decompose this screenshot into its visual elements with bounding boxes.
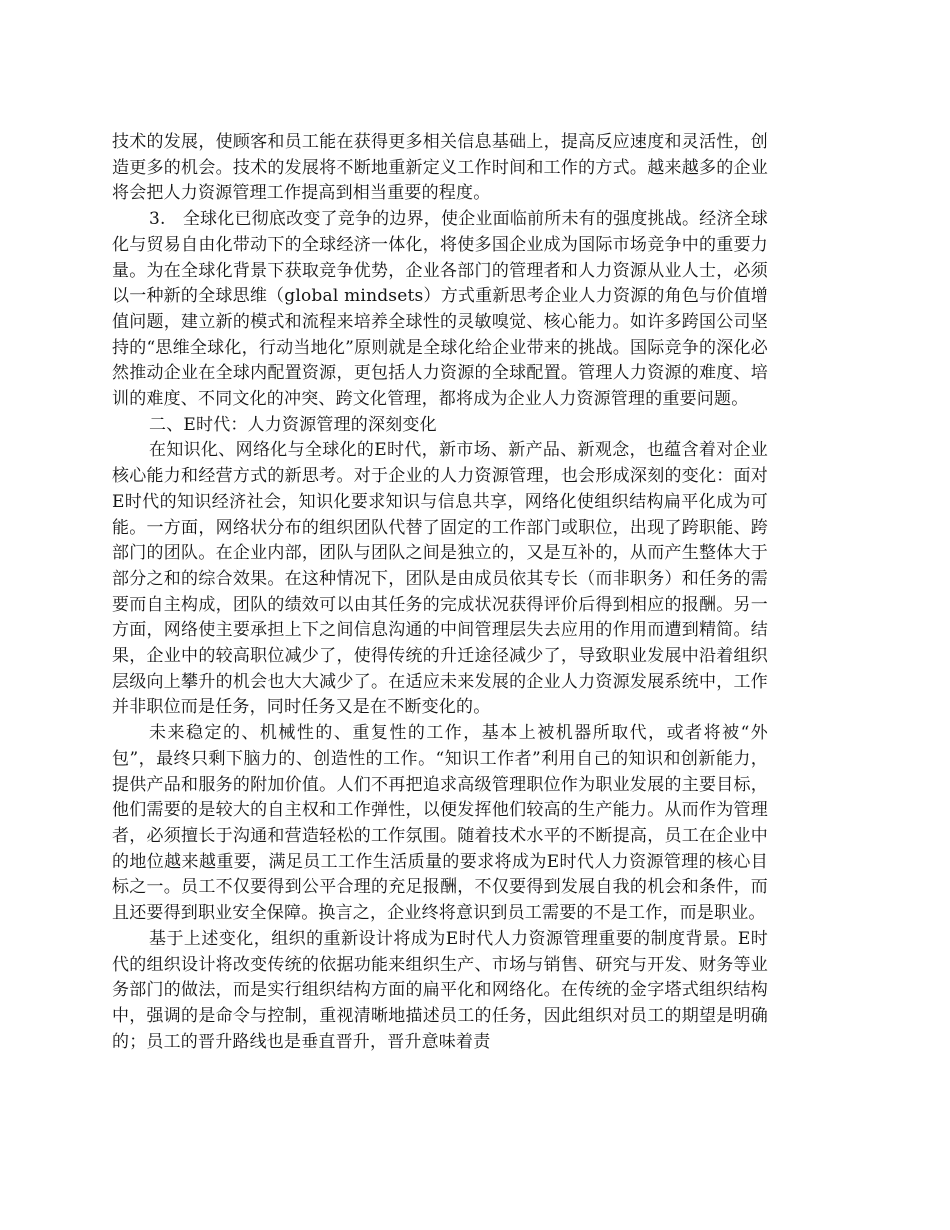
paragraph-globalization-challenge: 3. 全球化已彻底改变了竞争的边界，使企业面临前所未有的强度挑战。经济全球化与贸易自由化带动下的全球经济一体化，将使多国企业成为国际市场竞争中的重要力量。为在全球化背景下获取竞争优势，企业各部门的管理者和人力资源从业人士，必须以一种新的全球思维（global mindsets）方式重新思考企业人力资源的角色与价值增值问题，建立新的模式和流程来培养全球性的灵敏嗅觉、核心能力。如许多跨国公司坚持的“思维全球化，行动当地化”原则就是全球化给企业带来的挑战。国际竞争的深化必然推动企业在全球内配置资源，更包括人力资源的全球配置。管理人力资源的难度、培训的难度、不同文化的冲突、跨文化管理，都将成为企业人力资源管理的重要问题。 (112, 209, 768, 410)
document-body (112, 130, 768, 1055)
paragraph-knowledge-workers: 未来稳定的、机械性的、重复性的工作，基本上被机器所取代，或者将被“外包”，最终只剩下脑力的、创造性的工作。“知识工作者”利用自己的知识和创新能力，提供产品和服务的附加价值。人们不再把追求高级管理职位作为职业发展的主要目标，他们需要的是较大的自主权和工作弹性，以便发挥他们较高的生产能力。从而作为管理者，必须擅长于沟通和营造轻松的工作氛围。随着技术水平的不断提高，员工在企业中的地位越来越重要，满足员工工作生活质量的要求将成为E时代人力资源管理的核心目标之一。员工不仅要得到公平合理的充足报酬，不仅要得到发展自我的机会和条件，而且还要得到职业安全保障。换言之，企业终将意识到员工需要的不是工作，而是职业。 (112, 723, 768, 924)
section-heading: 二、E时代：人力资源管理的深刻变化 (149, 414, 437, 435)
paragraph-technology-development: 技术的发展，使顾客和员工能在获得更多相关信息基础上，提高反应速度和灵活性，创造更多的机会。技术的发展将不断地重新定义工作时间和工作的方式。越来越多的企业将会把人力资源管理工作提高到相当重要的程度。 (112, 132, 768, 204)
paragraph-organization-design: 基于上述变化，组织的重新设计将成为E时代人力资源管理重要的制度背景。E时代的组织设计将改变传统的依据功能来组织生产、市场与销售、研究与开发、财务等业务部门的做法，而是实行组织结构方面的扁平化和网络化。在传统的金字塔式组织结构中，强调的是命令与控制，重视清晰地描述员工的任务，因此组织对员工的期望是明确的；员工的晋升路线也是垂直晋升，晋升意味着责 (112, 928, 768, 1052)
paragraph-e-era-changes: 在知识化、网络化与全球化的E时代，新市场、新产品、新观念，也蕴含着对企业核心能力和经营方式的新思考。对于企业的人力资源管理，也会形成深刻的变化：面对E时代的知识经济社会，知识化要求知识与信息共享，网络化使组织结构扁平化成为可能。一方面，网络状分布的组织团队代替了固定的工作部门或职位，出现了跨职能、跨部门的团队。在企业内部，团队与团队之间是独立的，又是互补的，从而产生整体大于部分之和的综合效果。在这种情况下，团队是由成员依其专长（而非职务）和任务的需要而自主构成，团队的绩效可以由其任务的完成状况获得评价后得到相应的报酬。另一方面，网络使主要承担上下之间信息沟通的中间管理层失去应用的作用而遭到精简。结果，企业中的较高职位减少了，使得传统的升迁途径减少了，导致职业发展中沿着组织层级向上攀升的机会也大大减少了。在适应未来发展的企业人力资源发展系统中，工作并非职位而是任务，同时任务又是在不断变化的。 (112, 440, 768, 718)
